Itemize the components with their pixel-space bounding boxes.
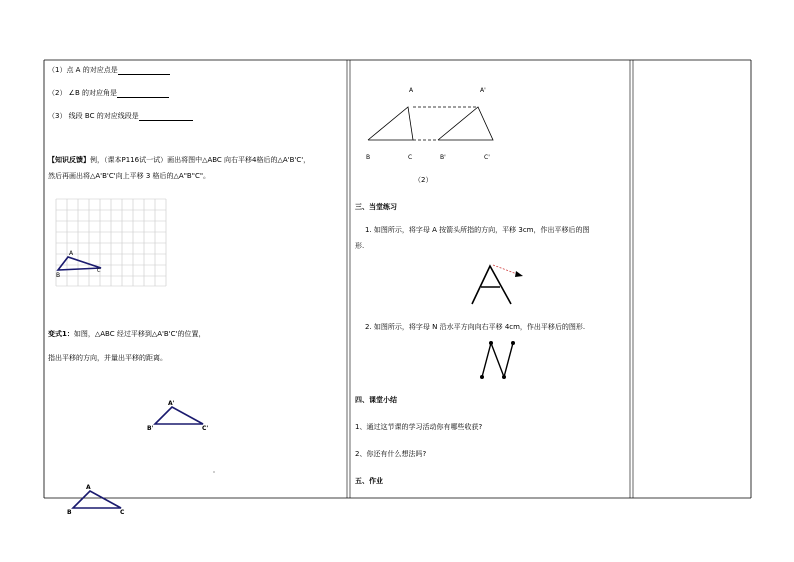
question-2-text: （2） ∠B 的对应角是: [48, 89, 117, 97]
letter-a-figure: [472, 266, 511, 304]
fig2-label-b-prime: B': [440, 154, 446, 161]
table-frame: [44, 60, 751, 498]
translation-figure-2: [368, 107, 493, 140]
arrow-head-icon: [515, 271, 523, 277]
fig2-label-a: A: [409, 87, 414, 94]
exercise-1-line-2: 形.: [355, 242, 365, 250]
letter-n-figure: [480, 341, 515, 379]
question-1: [48, 66, 170, 75]
grid-label-c: C: [97, 268, 101, 274]
square-grid: [56, 199, 166, 286]
fig2-label-a-prime: A': [480, 87, 486, 94]
tri1-label-b: B': [147, 425, 154, 432]
question-1-text: （1）点 A 的对应点是: [48, 66, 118, 74]
variant-heading: 变式1：: [48, 330, 74, 338]
answer-blank-3[interactable]: [139, 113, 193, 121]
feedback-line-1: [48, 156, 310, 165]
variant-text-1: 如图，△ABC 经过平移到△A'B'C'的位置，: [73, 330, 206, 338]
tri2-label-c: C: [120, 509, 125, 516]
fig2-label-c: C: [408, 154, 413, 161]
triangle-abc-bottom: [73, 491, 121, 508]
fig2-label-c-prime: C': [484, 154, 490, 161]
summary-question-2: 2、你还有什么想法吗?: [355, 450, 427, 458]
triangle-a-prime-b-prime-c-prime: [155, 407, 203, 424]
feedback-heading: 【知识反馈】: [48, 156, 90, 164]
variant-line-2: 指出平移的方向，并量出平移的距离。: [48, 354, 167, 362]
answer-blank-2[interactable]: [117, 90, 169, 98]
grid-label-a: A: [69, 250, 74, 257]
direction-arrow: [493, 265, 517, 274]
question-3-text: （3） 线段 BC 的对应线段是: [48, 112, 139, 120]
summary-question-1: 1、通过这节课的学习活动你有哪些收获?: [355, 423, 483, 431]
exercise-2-line: 2. 如图所示，将字母 N 沿水平方向向右平移 4cm，作出平移后的图形.: [365, 323, 586, 331]
feedback-line-2: 然后再画出将△A'B'C'向上平移 3 格后的△A"B"C"。: [48, 172, 211, 180]
section-5-title: 五、作业: [355, 477, 383, 485]
variant-line-1: [48, 330, 205, 339]
question-3: [48, 112, 193, 121]
tri2-label-b: B: [67, 509, 72, 516]
tri1-label-a: A': [168, 400, 175, 407]
question-2: [48, 89, 169, 98]
exercise-1-line-1: 1. 如图所示，将字母 A 按箭头所指的方向，平移 3cm，作出平移后的图: [365, 226, 590, 234]
answer-blank-1[interactable]: [118, 67, 170, 75]
fig2-label-b: B: [366, 154, 371, 161]
feedback-text-1: 例，（课本P116试一试）画出将图中△ABC 向右平移4格后的△A'B'C'，: [90, 156, 311, 164]
grid-triangle-abc: [58, 257, 101, 270]
grid-label-b: B: [56, 272, 61, 279]
section-4-title: 四、课堂小结: [355, 396, 397, 404]
section-3-title: 三、当堂练习: [355, 203, 397, 211]
tri1-label-c: C': [202, 425, 209, 432]
tri2-label-a: A: [86, 484, 91, 491]
small-dot: [213, 471, 214, 472]
fig2-caption: （2）: [414, 176, 433, 184]
